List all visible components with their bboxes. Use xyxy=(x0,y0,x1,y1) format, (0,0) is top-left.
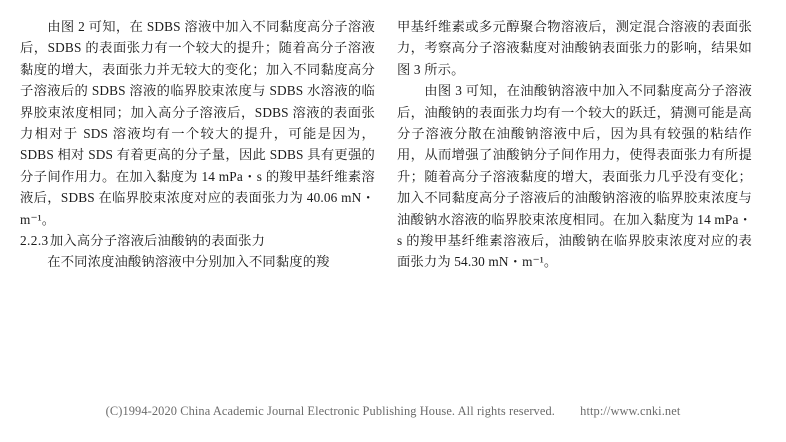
left-column xyxy=(20,0,375,273)
section-number: 2.2.3 xyxy=(20,233,49,249)
section-heading-2-2-3 xyxy=(20,230,375,251)
footer-copyright-text: (C)1994-2020 China Academic Journal Electronic Publishing House. All rights reserved. xyxy=(105,404,555,418)
right-column-paragraph-2: 由图 3 可知，在油酸钠溶液中加入不同黏度高分子溶液后，油酸钠的表面张力均有一个较大的跃迁，猜测可能是高分子溶液分散在油酸钠溶液中后，因为具有较强的粘结作用，从而增强了油酸钠分子间作用力，使得表面张力有所提升；随着高分子溶液黏度的增大，表面张力几乎没有变化；加入不同黏度高分子溶液后的油酸钠溶液的临界胶束浓度与油酸钠水溶液的临界胶束浓度相同。在加入黏度为 14 mPa・s 的羧甲基纤维素溶液后，油酸钠在临界胶束浓度对应的表面张力为 54.30 mN・m⁻¹。 xyxy=(397,83,752,270)
left-column-paragraph-2: 在不同浓度油酸钠溶液中分别加入不同黏度的羧 xyxy=(47,254,330,270)
right-column-paragraph-1: 甲基纤维素或多元醇聚合物溶液后，测定混合溶液的表面张力，考察高分子溶液黏度对油酸钠表面张力的影响，结果如图 3 所示。 xyxy=(397,19,752,77)
right-column xyxy=(397,0,752,273)
page-footer xyxy=(0,404,786,419)
footer-url[interactable]: http://www.cnki.net xyxy=(580,404,681,418)
section-title: 加入高分子溶液后油酸钠的表面张力 xyxy=(49,233,266,249)
left-column-paragraph-1: 由图 2 可知，在 SDBS 溶液中加入不同黏度高分子溶液后，SDBS 的表面张力有一个较大的提升；随着高分子溶液黏度的增大，表面张力并无较大的变化；加入不同黏度高分子溶液后的 SDBS 溶液的临界胶束浓度与 SDBS 水溶液的临界胶束浓度相同；加入高分子溶液后，SDBS 溶液的表面张力相对于 SDS 溶液均有一个较大的提升，可能是因为，SDBS 相对 SDS 有着更高的分子量，因此 SDBS 具有更强的分子间作用力。在加入黏度为 14 mPa・s 的羧甲基纤维素溶液后，SDBS 在临界胶束浓度对应的表面张力为 40.06 mN・m⁻¹。 xyxy=(20,19,375,227)
